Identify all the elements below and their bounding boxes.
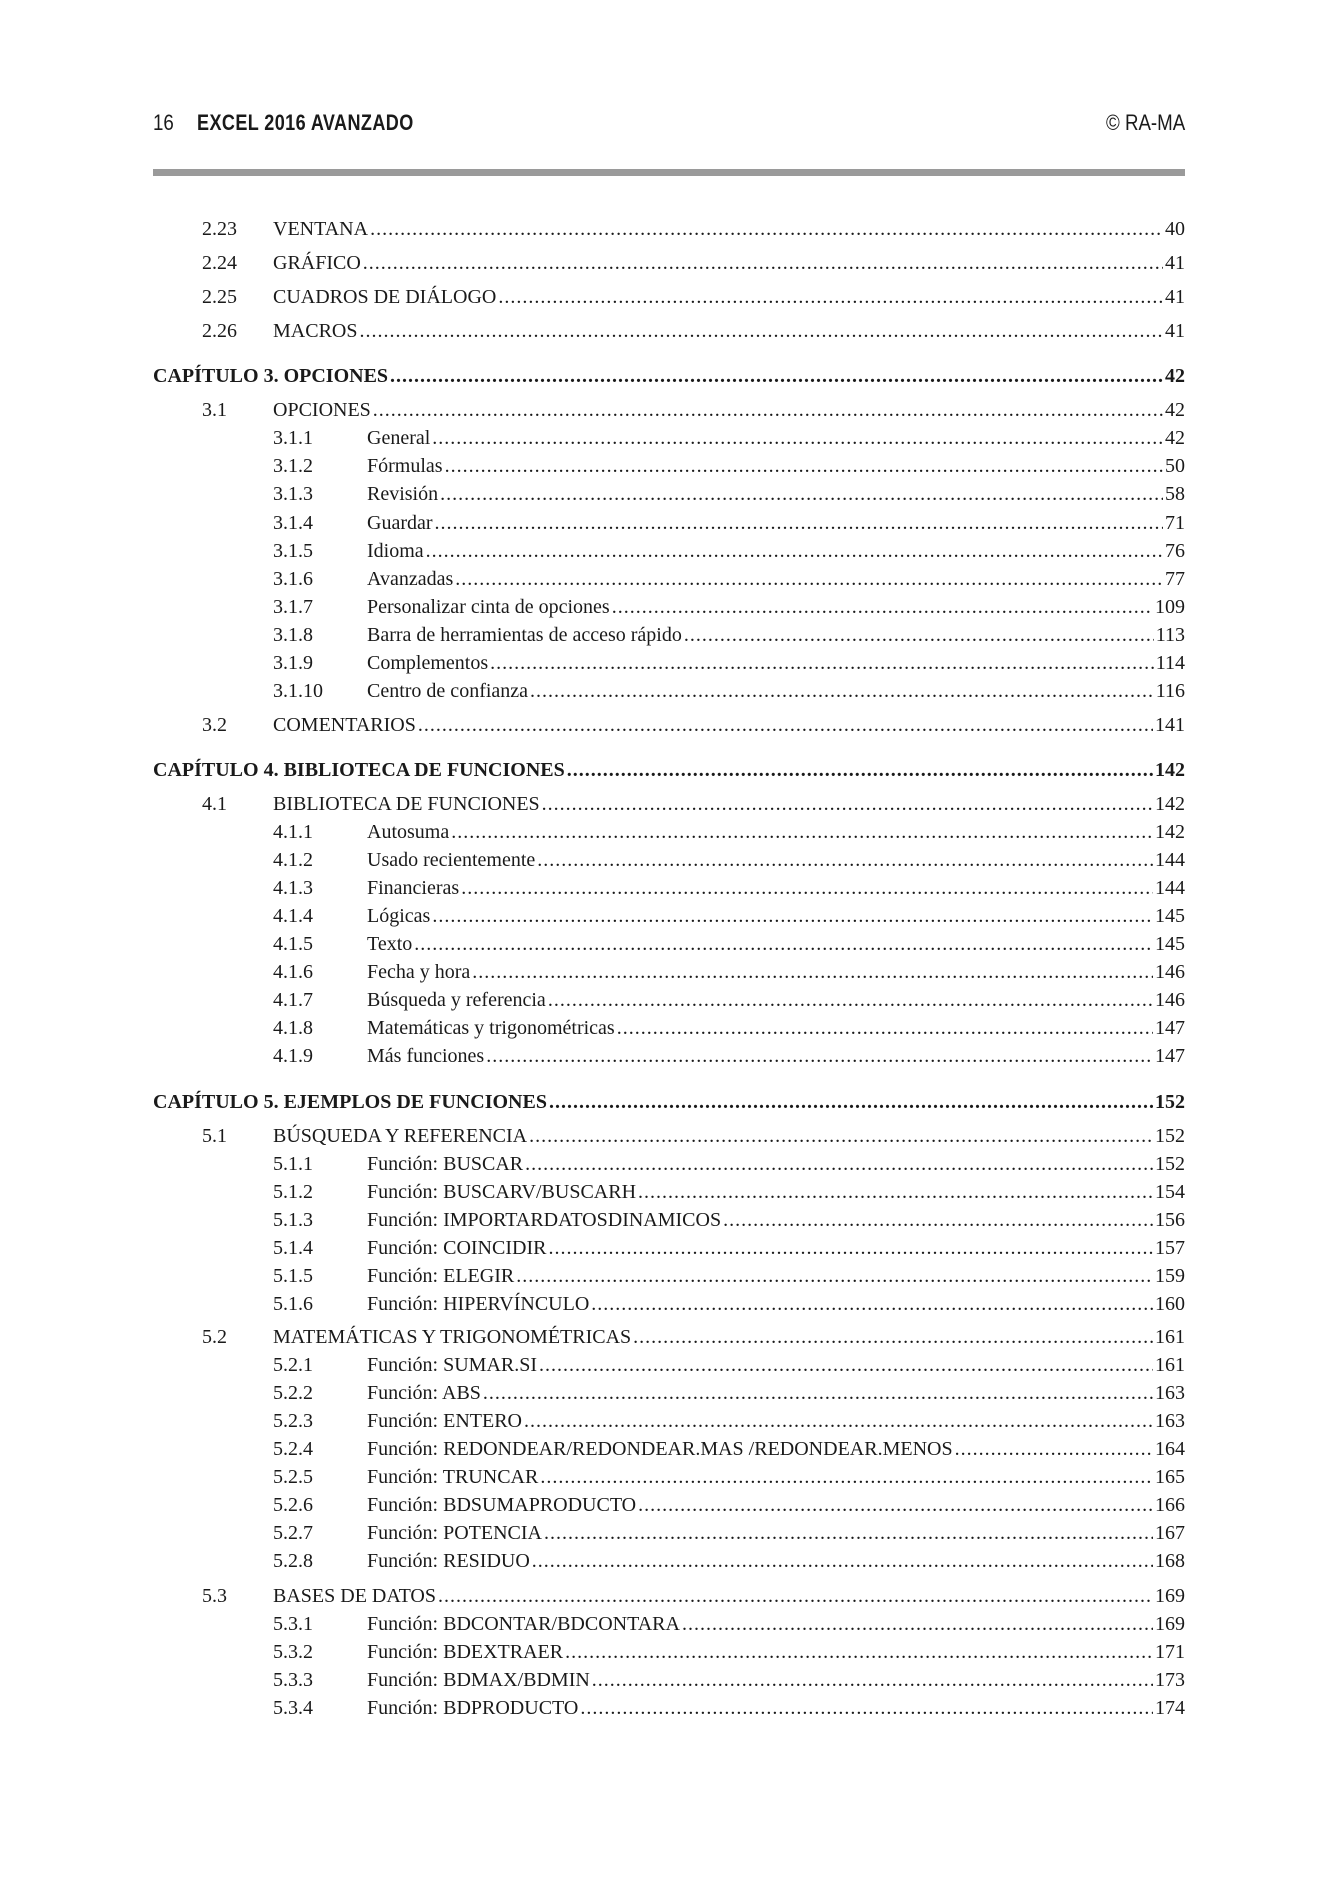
toc-subsection-entry[interactable] bbox=[153, 846, 1185, 874]
dot-leader bbox=[414, 930, 1153, 958]
toc-entry-page: 154 bbox=[1155, 1181, 1185, 1203]
toc-entry-title: Función: TRUNCAR bbox=[367, 1463, 540, 1491]
toc-entry-title: Función: BUSCAR bbox=[367, 1150, 525, 1178]
toc-subsection-entry[interactable] bbox=[153, 1234, 1185, 1262]
toc-entry-page: 41 bbox=[1165, 320, 1185, 342]
toc-entry-title: BÚSQUEDA Y REFERENCIA bbox=[273, 1122, 529, 1150]
dot-leader bbox=[633, 1323, 1153, 1351]
dot-leader bbox=[359, 317, 1163, 345]
toc-entry-number: 3.1.1 bbox=[273, 427, 313, 449]
toc-entry-number: 3.1.7 bbox=[273, 596, 313, 618]
toc-section-entry[interactable] bbox=[153, 790, 1185, 818]
toc-entry-title: Función: ABS bbox=[367, 1379, 483, 1407]
toc-entry-title: OPCIONES bbox=[273, 396, 373, 424]
toc-entry-title: COMENTARIOS bbox=[273, 711, 418, 739]
dot-leader bbox=[591, 1290, 1153, 1318]
dot-leader bbox=[516, 1262, 1153, 1290]
toc-entry-page: 40 bbox=[1165, 218, 1185, 240]
toc-entry-title: GRÁFICO bbox=[273, 249, 363, 277]
toc-entry-title: CUADROS DE DIÁLOGO bbox=[273, 283, 498, 311]
toc-entry-page: 161 bbox=[1155, 1354, 1185, 1376]
toc-entry-number: 5.3.1 bbox=[273, 1613, 313, 1635]
toc-subsection-entry[interactable] bbox=[153, 1463, 1185, 1491]
toc-entry-number: 3.1.10 bbox=[273, 680, 323, 702]
dot-leader bbox=[418, 711, 1153, 739]
dot-leader bbox=[390, 362, 1163, 390]
toc-entry-title: Función: HIPERVÍNCULO bbox=[367, 1290, 591, 1318]
toc-section-entry[interactable] bbox=[153, 249, 1185, 277]
toc-subsection-entry[interactable] bbox=[153, 677, 1185, 705]
toc-entry-title: BIBLIOTECA DE FUNCIONES bbox=[273, 790, 542, 818]
toc-subsection-entry[interactable] bbox=[153, 593, 1185, 621]
dot-leader bbox=[544, 1519, 1153, 1547]
toc-entry-title: Más funciones bbox=[367, 1042, 486, 1070]
toc-entry-page: 42 bbox=[1165, 365, 1185, 387]
dot-leader bbox=[567, 756, 1153, 784]
toc-subsection-entry[interactable] bbox=[153, 1638, 1185, 1666]
toc-entry-page: 171 bbox=[1155, 1641, 1185, 1663]
toc-entry-title: Matemáticas y trigonométricas bbox=[367, 1014, 617, 1042]
toc-entry-title: Autosuma bbox=[367, 818, 451, 846]
toc-entry-title: Financieras bbox=[367, 874, 461, 902]
toc-entry-title: VENTANA bbox=[273, 215, 370, 243]
toc-entry-number: 4.1.2 bbox=[273, 849, 313, 871]
toc-subsection-entry[interactable] bbox=[153, 930, 1185, 958]
toc-entry-title: Función: ENTERO bbox=[367, 1407, 524, 1435]
toc-entry-number: 4.1 bbox=[202, 793, 227, 815]
toc-subsection-entry[interactable] bbox=[153, 1290, 1185, 1318]
toc-entry-title: Función: COINCIDIR bbox=[367, 1234, 548, 1262]
toc-entry-page: 41 bbox=[1165, 252, 1185, 274]
toc-entry-title: Función: BUSCARV/BUSCARH bbox=[367, 1178, 638, 1206]
toc-section-entry[interactable] bbox=[153, 396, 1185, 424]
toc-section-entry[interactable] bbox=[153, 283, 1185, 311]
dot-leader bbox=[723, 1206, 1153, 1234]
dot-leader bbox=[525, 1150, 1153, 1178]
dot-leader bbox=[537, 846, 1153, 874]
dot-leader bbox=[455, 565, 1163, 593]
dot-leader bbox=[498, 283, 1163, 311]
toc-entry-page: 160 bbox=[1155, 1293, 1185, 1315]
toc-entry-title: Función: BDCONTAR/BDCONTARA bbox=[367, 1610, 682, 1638]
toc-entry-page: 152 bbox=[1155, 1091, 1185, 1113]
toc-entry-title: Personalizar cinta de opciones bbox=[367, 593, 612, 621]
dot-leader bbox=[432, 902, 1153, 930]
dot-leader bbox=[548, 1234, 1153, 1262]
toc-entry-page: 169 bbox=[1155, 1613, 1185, 1635]
toc-entry-number: 4.1.9 bbox=[273, 1045, 313, 1067]
dot-leader bbox=[682, 1610, 1153, 1638]
toc-entry-number: 3.1.9 bbox=[273, 652, 313, 674]
toc-entry-page: 168 bbox=[1155, 1550, 1185, 1572]
publisher-mark: © RA-MA bbox=[1105, 110, 1185, 135]
toc-subsection-entry[interactable] bbox=[153, 621, 1185, 649]
toc-entry-title: Texto bbox=[367, 930, 414, 958]
toc-entry-title: Función: IMPORTARDATOSDINAMICOS bbox=[367, 1206, 723, 1234]
dot-leader bbox=[472, 958, 1153, 986]
toc-entry-number: 5.2.8 bbox=[273, 1550, 313, 1572]
toc-entry-number: 2.24 bbox=[202, 252, 237, 274]
toc-section-entry[interactable] bbox=[153, 1582, 1185, 1610]
toc-subsection-entry[interactable] bbox=[153, 1206, 1185, 1234]
toc-entry-title: Barra de herramientas de acceso rápido bbox=[367, 621, 684, 649]
toc-section-entry[interactable] bbox=[153, 1323, 1185, 1351]
toc-entry-page: 142 bbox=[1155, 793, 1185, 815]
toc-subsection-entry[interactable] bbox=[153, 1435, 1185, 1463]
toc-entry-title: Función: POTENCIA bbox=[367, 1519, 544, 1547]
toc-entry-number: 4.1.7 bbox=[273, 989, 313, 1011]
dot-leader bbox=[532, 1547, 1153, 1575]
dot-leader bbox=[529, 1122, 1153, 1150]
dot-leader bbox=[638, 1491, 1153, 1519]
toc-entry-title: CAPÍTULO 5. EJEMPLOS DE FUNCIONES bbox=[153, 1088, 549, 1116]
toc-subsection-entry[interactable] bbox=[153, 1178, 1185, 1206]
toc-entry-number: 5.1.4 bbox=[273, 1237, 313, 1259]
toc-entry-number: 5.1.2 bbox=[273, 1181, 313, 1203]
toc-entry-title: Función: ELEGIR bbox=[367, 1262, 516, 1290]
toc-entry-page: 147 bbox=[1155, 1017, 1185, 1039]
toc-entry-page: 113 bbox=[1155, 624, 1185, 646]
toc-entry-page: 41 bbox=[1165, 286, 1185, 308]
toc-subsection-entry[interactable] bbox=[153, 1694, 1185, 1722]
toc-section-entry[interactable] bbox=[153, 215, 1185, 243]
toc-subsection-entry[interactable] bbox=[153, 1042, 1185, 1070]
toc-subsection-entry[interactable] bbox=[153, 480, 1185, 508]
toc-entry-page: 147 bbox=[1155, 1045, 1185, 1067]
dot-leader bbox=[592, 1666, 1153, 1694]
toc-entry-number: 5.3.3 bbox=[273, 1669, 313, 1691]
toc-subsection-entry[interactable] bbox=[153, 1491, 1185, 1519]
dot-leader bbox=[432, 424, 1163, 452]
toc-entry-title: MACROS bbox=[273, 317, 359, 345]
toc-entry-number: 5.3 bbox=[202, 1585, 227, 1607]
toc-entry-title: Complementos bbox=[367, 649, 490, 677]
toc-subsection-entry[interactable] bbox=[153, 874, 1185, 902]
toc-subsection-entry[interactable] bbox=[153, 649, 1185, 677]
toc-entry-page: 163 bbox=[1155, 1410, 1185, 1432]
toc-entry-title: Idioma bbox=[367, 537, 426, 565]
toc-entry-title: Función: BDPRODUCTO bbox=[367, 1694, 580, 1722]
toc-entry-page: 146 bbox=[1155, 989, 1185, 1011]
toc-entry-page: 169 bbox=[1155, 1585, 1185, 1607]
toc-entry-title: Guardar bbox=[367, 509, 435, 537]
dot-leader bbox=[461, 874, 1153, 902]
toc-entry-number: 3.1.3 bbox=[273, 483, 313, 505]
toc-entry-page: 152 bbox=[1155, 1125, 1185, 1147]
toc-entry-number: 5.1.5 bbox=[273, 1265, 313, 1287]
toc-entry-page: 42 bbox=[1165, 427, 1185, 449]
toc-entry-title: Usado recientemente bbox=[367, 846, 537, 874]
toc-entry-title: BASES DE DATOS bbox=[273, 1582, 438, 1610]
toc-entry-page: 174 bbox=[1155, 1697, 1185, 1719]
toc-section-entry[interactable] bbox=[153, 711, 1185, 739]
toc-entry-number: 4.1.5 bbox=[273, 933, 313, 955]
toc-entry-page: 142 bbox=[1155, 759, 1185, 781]
toc-entry-title: Fecha y hora bbox=[367, 958, 472, 986]
toc-section-entry[interactable] bbox=[153, 1122, 1185, 1150]
dot-leader bbox=[530, 677, 1154, 705]
toc-entry-title: Función: BDSUMAPRODUCTO bbox=[367, 1491, 638, 1519]
toc-entry-page: 145 bbox=[1155, 933, 1185, 955]
toc-entry-page: 76 bbox=[1165, 540, 1185, 562]
toc-entry-page: 142 bbox=[1155, 821, 1185, 843]
dot-leader bbox=[684, 621, 1154, 649]
dot-leader bbox=[565, 1638, 1153, 1666]
toc-chapter-entry[interactable] bbox=[153, 362, 1185, 390]
toc-entry-title: CAPÍTULO 4. BIBLIOTECA DE FUNCIONES bbox=[153, 756, 567, 784]
toc-entry-page: 173 bbox=[1155, 1669, 1185, 1691]
toc-entry-number: 5.2 bbox=[202, 1326, 227, 1348]
toc-entry-title: CAPÍTULO 3. OPCIONES bbox=[153, 362, 390, 390]
toc-entry-page: 157 bbox=[1155, 1237, 1185, 1259]
dot-leader bbox=[451, 818, 1153, 846]
toc-entry-number: 5.2.3 bbox=[273, 1410, 313, 1432]
toc-entry-page: 114 bbox=[1155, 652, 1185, 674]
dot-leader bbox=[445, 452, 1163, 480]
dot-leader bbox=[483, 1379, 1153, 1407]
dot-leader bbox=[612, 593, 1153, 621]
toc-entry-number: 3.1.6 bbox=[273, 568, 313, 590]
toc-subsection-entry[interactable] bbox=[153, 1351, 1185, 1379]
toc-subsection-entry[interactable] bbox=[153, 509, 1185, 537]
toc-entry-number: 4.1.8 bbox=[273, 1017, 313, 1039]
toc-entry-title: Función: REDONDEAR/REDONDEAR.MAS /REDONDEAR.MENOS bbox=[367, 1435, 955, 1463]
toc-entry-page: 77 bbox=[1165, 568, 1185, 590]
toc-entry-number: 3.1 bbox=[202, 399, 227, 421]
toc-subsection-entry[interactable] bbox=[153, 565, 1185, 593]
toc-entry-number: 2.23 bbox=[202, 218, 237, 240]
toc-subsection-entry[interactable] bbox=[153, 1150, 1185, 1178]
toc-entry-number: 5.1.6 bbox=[273, 1293, 313, 1315]
toc-entry-title: Revisión bbox=[367, 480, 440, 508]
toc-entry-page: 166 bbox=[1155, 1494, 1185, 1516]
toc-subsection-entry[interactable] bbox=[153, 1379, 1185, 1407]
toc-entry-page: 145 bbox=[1155, 905, 1185, 927]
book-title: EXCEL 2016 AVANZADO bbox=[197, 110, 414, 135]
toc-subsection-entry[interactable] bbox=[153, 958, 1185, 986]
dot-leader bbox=[580, 1694, 1153, 1722]
dot-leader bbox=[373, 396, 1163, 424]
toc-entry-title: Función: RESIDUO bbox=[367, 1547, 532, 1575]
toc-entry-title: Lógicas bbox=[367, 902, 432, 930]
toc-entry-number: 4.1.3 bbox=[273, 877, 313, 899]
toc-entry-number: 2.26 bbox=[202, 320, 237, 342]
toc-entry-page: 58 bbox=[1165, 483, 1185, 505]
running-header bbox=[153, 110, 1185, 142]
toc-subsection-entry[interactable] bbox=[153, 537, 1185, 565]
toc-entry-page: 146 bbox=[1155, 961, 1185, 983]
dot-leader bbox=[617, 1014, 1153, 1042]
toc-entry-page: 141 bbox=[1155, 714, 1185, 736]
dot-leader bbox=[549, 1088, 1153, 1116]
toc-entry-page: 167 bbox=[1155, 1522, 1185, 1544]
toc-entry-number: 3.1.2 bbox=[273, 455, 313, 477]
toc-entry-page: 163 bbox=[1155, 1382, 1185, 1404]
toc-entry-number: 5.1.3 bbox=[273, 1209, 313, 1231]
toc-subsection-entry[interactable] bbox=[153, 424, 1185, 452]
toc-section-entry[interactable] bbox=[153, 317, 1185, 345]
toc-subsection-entry[interactable] bbox=[153, 902, 1185, 930]
toc-entry-page: 144 bbox=[1155, 877, 1185, 899]
dot-leader bbox=[490, 649, 1154, 677]
toc-entry-title: Función: BDEXTRAER bbox=[367, 1638, 565, 1666]
toc-entry-title: Búsqueda y referencia bbox=[367, 986, 548, 1014]
toc-subsection-entry[interactable] bbox=[153, 818, 1185, 846]
toc-entry-number: 4.1.6 bbox=[273, 961, 313, 983]
toc-entry-number: 5.2.1 bbox=[273, 1354, 313, 1376]
dot-leader bbox=[435, 509, 1163, 537]
dot-leader bbox=[438, 1582, 1153, 1610]
toc-entry-number: 3.1.4 bbox=[273, 512, 313, 534]
toc-entry-page: 161 bbox=[1155, 1326, 1185, 1348]
toc-entry-page: 144 bbox=[1155, 849, 1185, 871]
toc-entry-number: 5.3.2 bbox=[273, 1641, 313, 1663]
toc-entry-title: Avanzadas bbox=[367, 565, 455, 593]
toc-entry-page: 159 bbox=[1155, 1265, 1185, 1287]
toc-subsection-entry[interactable] bbox=[153, 1610, 1185, 1638]
toc-entry-page: 71 bbox=[1165, 512, 1185, 534]
toc-subsection-entry[interactable] bbox=[153, 1547, 1185, 1575]
toc-entry-number: 5.2.4 bbox=[273, 1438, 313, 1460]
toc-entry-number: 3.2 bbox=[202, 714, 227, 736]
dot-leader bbox=[524, 1407, 1153, 1435]
toc-entry-number: 3.1.5 bbox=[273, 540, 313, 562]
toc-entry-page: 109 bbox=[1155, 596, 1185, 618]
dot-leader bbox=[486, 1042, 1153, 1070]
header-rule bbox=[153, 169, 1185, 176]
dot-leader bbox=[955, 1435, 1153, 1463]
toc-entry-number: 2.25 bbox=[202, 286, 237, 308]
toc-entry-page: 116 bbox=[1155, 680, 1185, 702]
dot-leader bbox=[638, 1178, 1153, 1206]
toc-entry-title: Centro de confianza bbox=[367, 677, 530, 705]
toc-entry-title: Función: SUMAR.SI bbox=[367, 1351, 539, 1379]
toc-entry-number: 5.1 bbox=[202, 1125, 227, 1147]
toc-subsection-entry[interactable] bbox=[153, 1666, 1185, 1694]
toc-subsection-entry[interactable] bbox=[153, 452, 1185, 480]
toc-entry-title: General bbox=[367, 424, 432, 452]
dot-leader bbox=[542, 790, 1153, 818]
toc-entry-number: 5.2.6 bbox=[273, 1494, 313, 1516]
toc-chapter-entry[interactable] bbox=[153, 756, 1185, 784]
dot-leader bbox=[440, 480, 1163, 508]
toc-subsection-entry[interactable] bbox=[153, 1262, 1185, 1290]
toc-entry-number: 5.3.4 bbox=[273, 1697, 313, 1719]
dot-leader bbox=[426, 537, 1163, 565]
dot-leader bbox=[540, 1463, 1153, 1491]
dot-leader bbox=[548, 986, 1153, 1014]
toc-entry-number: 5.1.1 bbox=[273, 1153, 313, 1175]
toc-entry-page: 164 bbox=[1155, 1438, 1185, 1460]
toc-subsection-entry[interactable] bbox=[153, 986, 1185, 1014]
toc-entry-title: MATEMÁTICAS Y TRIGONOMÉTRICAS bbox=[273, 1323, 633, 1351]
toc-entry-title: Fórmulas bbox=[367, 452, 445, 480]
toc-entry-number: 5.2.2 bbox=[273, 1382, 313, 1404]
toc-entry-title: Función: BDMAX/BDMIN bbox=[367, 1666, 592, 1694]
toc-entry-number: 4.1.1 bbox=[273, 821, 313, 843]
toc-entry-number: 5.2.7 bbox=[273, 1522, 313, 1544]
toc-entry-page: 50 bbox=[1165, 455, 1185, 477]
toc-entry-number: 4.1.4 bbox=[273, 905, 313, 927]
dot-leader bbox=[370, 215, 1163, 243]
toc-entry-number: 5.2.5 bbox=[273, 1466, 313, 1488]
toc-entry-page: 165 bbox=[1155, 1466, 1185, 1488]
toc-entry-page: 152 bbox=[1155, 1153, 1185, 1175]
page-number: 16 bbox=[153, 110, 174, 135]
toc-subsection-entry[interactable] bbox=[153, 1014, 1185, 1042]
toc-entry-page: 42 bbox=[1165, 399, 1185, 421]
toc-subsection-entry[interactable] bbox=[153, 1407, 1185, 1435]
toc-entry-number: 3.1.8 bbox=[273, 624, 313, 646]
toc-entry-page: 156 bbox=[1155, 1209, 1185, 1231]
toc-subsection-entry[interactable] bbox=[153, 1519, 1185, 1547]
dot-leader bbox=[363, 249, 1163, 277]
dot-leader bbox=[539, 1351, 1153, 1379]
toc-chapter-entry[interactable] bbox=[153, 1088, 1185, 1116]
